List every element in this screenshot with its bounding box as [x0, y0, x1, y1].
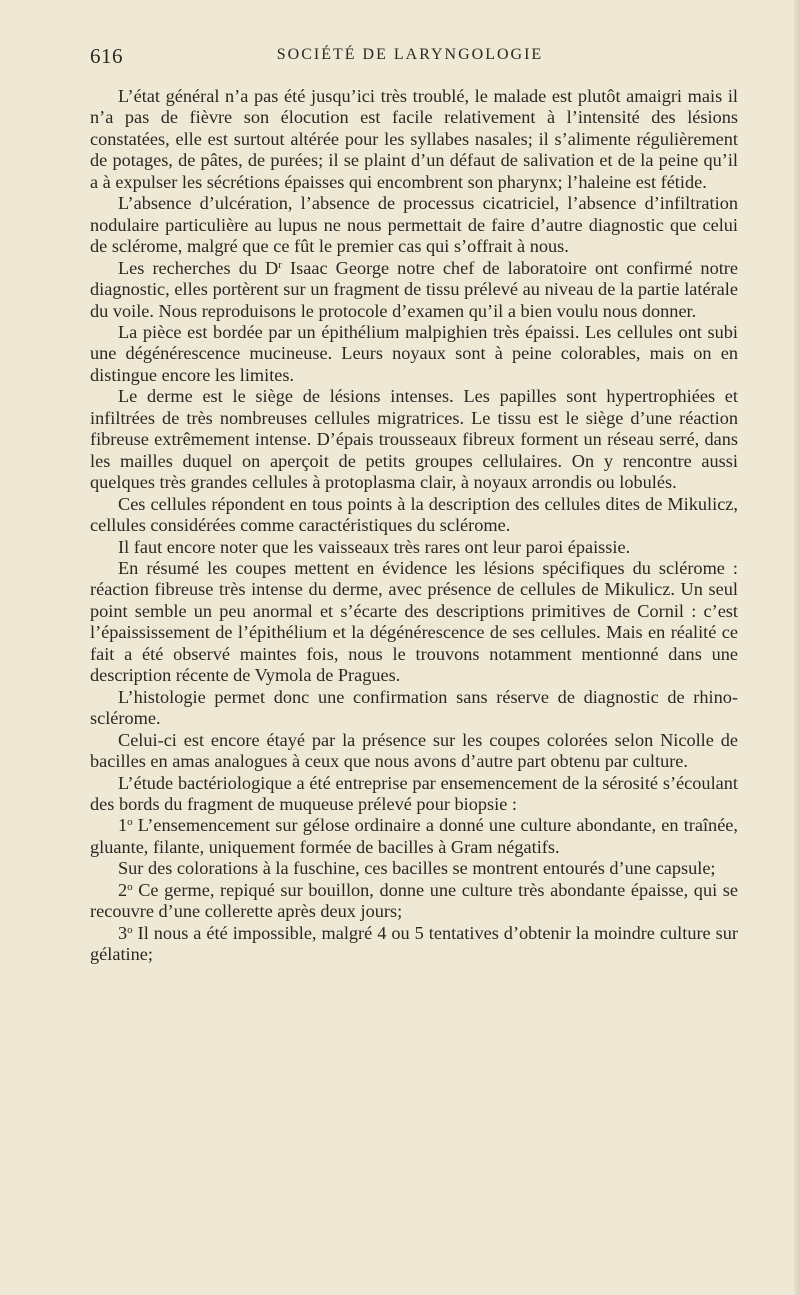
- paragraph-step-2: 2$^o$ Ce germe, repiqué sur bouillon, donne une culture très abondante épaisse, qui se recouvre d’une collerette après deux jours;: [90, 879, 738, 922]
- paragraph-general-state: L’état général n’a pas été jusqu’ici très troublé, le malade est plutôt amaigri mais il n’a pas de fièvre son élocution est facile relativement à l’intensité des lésions constatées, elle est surtout altérée pour les syllabes nasales; il s’alimente régulièrement de potages, de pâtes, de purées; il se plaint d’un défaut de salivation et de la peine qu’il a à expulser les sécrétions épaisses qui encombrent son pharynx; l’haleine est fétide.: [90, 86, 738, 192]
- page-header: [90, 44, 730, 70]
- body-text: [90, 86, 738, 966]
- paragraph-vessels: Il faut encore noter que les vaisseaux très rares ont leur paroi épaissie.: [118, 536, 631, 557]
- paragraph-fuschine: Sur des colorations à la fuschine, ces bacilles se montrent entourés d’une capsule;: [118, 858, 716, 879]
- paragraph-summary: En résumé les coupes mettent en évidence les lésions spécifiques du sclérome : réaction fibreuse très intense du derme, avec présence de cellules de Mikulicz. Un seul point semble un peu anormal et s’écarte des descriptions primitives de Cornil : c’est l’épaississement de l’épithélium et la dégénérescence de ses cellules. Mais en réalité ce fait a été observé maintes fois, nous le trouvons notamment mentionné dans une description récente de Vymola de Pragues.: [90, 557, 738, 686]
- paragraph-step-1: 1$^o$ L’ensemencement sur gélose ordinaire a donné une culture abondante, en traînée, gluante, filante, uniquement formée de bacilles à Gram négatifs.: [90, 815, 738, 857]
- paragraph-histology: L’histologie permet donc une confirmation sans réserve de diagnostic de rhino-sclérome.: [90, 686, 738, 729]
- running-title: SOCIÉTÉ DE LARYNGOLOGIE: [276, 46, 544, 63]
- paragraph-nicolle: Celui-ci est encore étayé par la présence sur les coupes colorées selon Nicolle de bacilles en amas analogues à ceux que nous avons d’autre part obtenu par culture.: [90, 729, 738, 772]
- paragraph-mikulicz-cells: Ces cellules répondent en tous points à la description des cellules dites de Mikulicz, cellules considérées comme caractéristiques du sclérome.: [90, 493, 738, 536]
- paragraph-bacteriology: L’étude bactériologique a été entreprise par ensemencement de la sérosité s’écoulant des bords du fragment de muqueuse prélevé pour biopsie :: [90, 772, 738, 814]
- paragraph-epithelium: La pièce est bordée par un épithélium malpighien très épaissi. Les cellules ont subi une dégénérescence mucineuse. Leurs noyaux sont à peine colorables, mais on en distingue encore les limites.: [90, 321, 738, 385]
- paragraph-diagnosis: L’absence d’ulcération, l’absence de processus cicatriciel, l’absence d’infiltration nodulaire particulière au lupus ne nous permettait de faire d’autre diagnostic que celui de sclérome, malgré que ce fût le premier cas qui s’offrait à nous.: [90, 193, 738, 257]
- page-number: 616: [90, 44, 123, 68]
- page-edge: [794, 0, 800, 1295]
- paragraph-lab-research: Les recherches du $D^r$ Isaac George notre chef de laboratoire ont confirmé notre diagnostic, elles portèrent sur un fragment de tissu prélevé au niveau de la partie latérale du voile. Nous reproduisons le protocole d’examen qu’il a bien voulu nous donner.: [90, 257, 738, 321]
- paragraph-step-3: 3$^o$ Il nous a été impossible, malgré 4 ou 5 tentatives d’obtenir la moindre culture sur gélatine;: [90, 922, 738, 965]
- paragraph-derme: Le derme est le siège de lésions intenses. Les papilles sont hypertrophiées et infiltrées de très nombreuses cellules migratrices. Le tissu est le siège d’une réaction fibreuse extrêmement intense. D’épais trousseaux fibreux forment un réseau serré, dans les mailles duquel on aperçoit de petits groupes cellulaires. On y rencontre aussi quelques très grandes cellules à protoplasma clair, à noyaux arrondis ou lobulés.: [90, 386, 738, 493]
